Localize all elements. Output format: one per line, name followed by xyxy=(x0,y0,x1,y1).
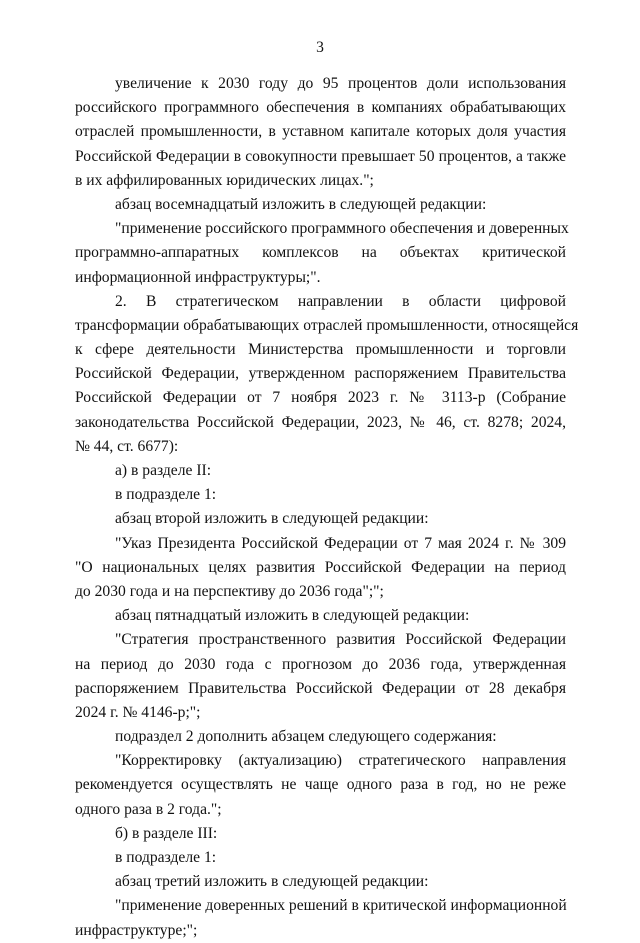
text-line: абзац третий изложить в следующей редакции: xyxy=(115,873,429,891)
text-line: "применение российского программного обеспечения и доверенных xyxy=(115,220,569,238)
text-line: рекомендуется осуществлять не чаще одного раза в год, но не реже xyxy=(75,776,566,794)
text-line: "применение доверенных решений в критической информационной xyxy=(115,897,567,915)
text-line: распоряжением Правительства Российской Федерации от 28 декабря xyxy=(75,679,566,697)
text-line: на период до 2030 года с прогнозом до 2036 года, утвержденная xyxy=(75,655,566,673)
text-line: российского программного обеспечения в компаниях обрабатывающих xyxy=(75,99,566,117)
document-body xyxy=(75,72,579,943)
text-line: абзац восемнадцатый изложить в следующей редакции: xyxy=(115,195,487,213)
text-line: "О национальных целях развития Российской Федерации на период xyxy=(75,558,566,576)
text-line: одного раза в 2 года."; xyxy=(75,800,222,818)
page-number: 3 xyxy=(316,39,324,56)
text-line: в подразделе 1: xyxy=(115,486,217,504)
text-line: № 44, ст. 6677): xyxy=(75,437,179,455)
text-line: Российской Федерации в совокупности превышает 50 процентов, а также xyxy=(75,147,566,165)
text-line: "Корректировку (актуализацию) стратегического направления xyxy=(115,752,566,770)
text-line: в их аффилированных юридических лицах."; xyxy=(75,171,374,189)
text-line: подраздел 2 дополнить абзацем следующего содержания: xyxy=(115,728,497,746)
text-line: а) в разделе II: xyxy=(115,462,212,479)
text-line: отраслей промышленности, в уставном капитале которых доля участия xyxy=(75,123,566,141)
text-line: Российской Федерации, утвержденном распоряжением Правительства xyxy=(75,365,566,383)
text-line: абзац второй изложить в следующей редакции: xyxy=(115,510,429,528)
text-line: Российской Федерации от 7 ноября 2023 г. № 3113-р (Собрание xyxy=(75,389,566,407)
text-line: в подразделе 1: xyxy=(115,849,217,866)
text-line: инфраструктуре;"; xyxy=(75,921,198,939)
text-line: до 2030 года и на перспективу до 2036 года";"; xyxy=(75,582,384,600)
text-line: законодательства Российской Федерации, 2023, № 46, ст. 8278; 2024, xyxy=(75,413,566,431)
text-line: абзац пятнадцатый изложить в следующей редакции: xyxy=(115,607,470,625)
text-line: увеличение к 2030 году до 95 процентов доли использования xyxy=(115,75,566,92)
text-line: 2024 г. № 4146-р;"; xyxy=(75,703,201,721)
text-line: "Указ Президента Российской Федерации от 7 мая 2024 г. № 309 xyxy=(115,534,566,552)
text-line: трансформации обрабатывающих отраслей промышленности, относящейся xyxy=(75,316,579,334)
text-line: информационной инфраструктуры;". xyxy=(75,268,321,286)
text-line: программно-аппаратных комплексов на объектах критической xyxy=(75,244,566,262)
text-line: 2. В стратегическом направлении в области цифровой xyxy=(115,292,566,310)
text-line: "Стратегия пространственного развития Российской Федерации xyxy=(115,631,566,649)
text-line: б) в разделе III: xyxy=(115,824,218,842)
text-line: к сфере деятельности Министерства промышленности и торговли xyxy=(75,341,566,359)
